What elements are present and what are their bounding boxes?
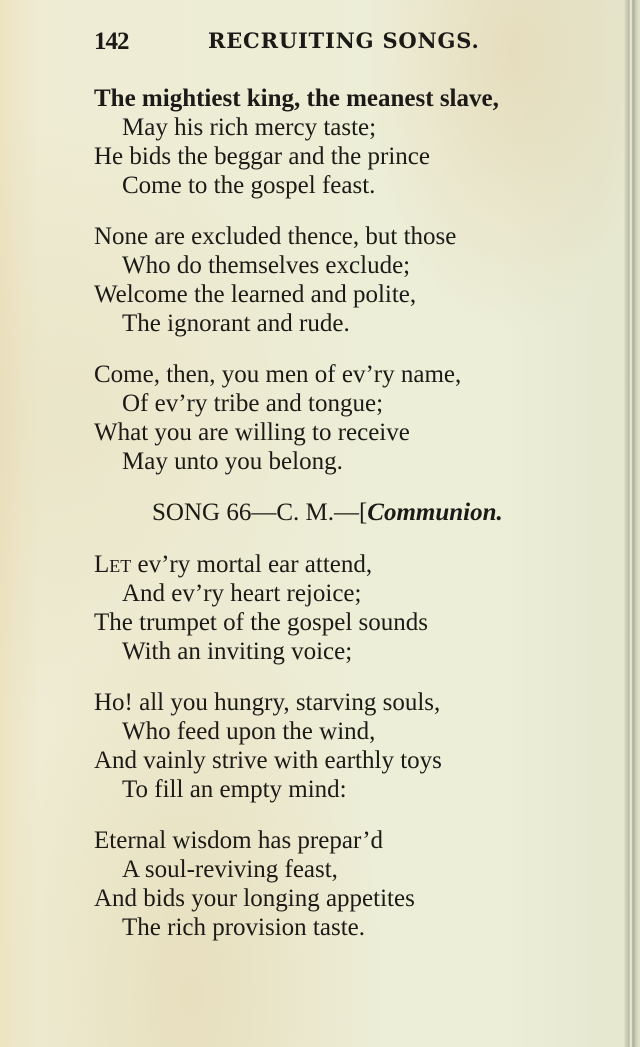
verse-line: To fill an empty mind: bbox=[122, 776, 347, 803]
page-edge bbox=[624, 0, 640, 1047]
stanza bbox=[94, 550, 574, 666]
first-word-smallcaps: Let bbox=[94, 551, 132, 578]
verse-line: A soul-reviving feast, bbox=[122, 856, 338, 883]
verse-line: Welcome the learned and polite, bbox=[94, 281, 417, 308]
song-heading-number: SONG 66—C. M.—[ bbox=[152, 499, 368, 526]
verse-line: Who do themselves exclude; bbox=[122, 252, 411, 279]
stanza bbox=[94, 826, 574, 942]
verse-line: Of ev’ry tribe and tongue; bbox=[122, 390, 384, 417]
verse-line: Come to the gospel feast. bbox=[122, 172, 376, 199]
verse-line: Who feed upon the wind, bbox=[122, 718, 376, 745]
verse-line: And vainly strive with earthly toys bbox=[94, 747, 442, 774]
verse-line: Come, then, you men of ev’ry name, bbox=[94, 361, 462, 388]
page-header bbox=[94, 24, 554, 64]
verse-line: None are excluded thence, but those bbox=[94, 223, 457, 250]
verse-line: The rich provision taste. bbox=[122, 914, 365, 941]
page-content bbox=[94, 84, 574, 964]
running-title: RECRUITING SONGS. bbox=[208, 28, 480, 53]
verse-line: The ignorant and rude. bbox=[122, 310, 350, 337]
verse-line: Ho! all you hungry, starving souls, bbox=[94, 689, 441, 716]
verse-line: The mightiest king, the meanest slave, bbox=[94, 85, 499, 112]
stanza bbox=[94, 688, 574, 804]
stanza bbox=[94, 84, 574, 200]
verse-line-rest: ev’ry mortal ear attend, bbox=[131, 551, 373, 578]
verse-line: And ev’ry heart rejoice; bbox=[122, 580, 362, 607]
verse-line: May his rich mercy taste; bbox=[122, 114, 377, 141]
page-number: 142 bbox=[94, 28, 129, 55]
song-heading bbox=[94, 498, 574, 528]
verse-line: He bids the beggar and the prince bbox=[94, 143, 430, 170]
verse-line: With an inviting voice; bbox=[122, 638, 353, 665]
song-tune-name: Communion. bbox=[367, 499, 503, 526]
verse-line: May unto you belong. bbox=[122, 448, 343, 475]
show-through-text bbox=[617, 90, 623, 116]
verse-line: And bids your longing appetites bbox=[94, 885, 415, 912]
verse-line bbox=[94, 550, 574, 579]
stanza bbox=[94, 360, 574, 476]
stanza bbox=[94, 222, 574, 338]
verse-line: What you are willing to receive bbox=[94, 419, 410, 446]
verse-line: Eternal wisdom has prepar’d bbox=[94, 827, 384, 854]
verse-line: The trumpet of the gospel sounds bbox=[94, 609, 428, 636]
